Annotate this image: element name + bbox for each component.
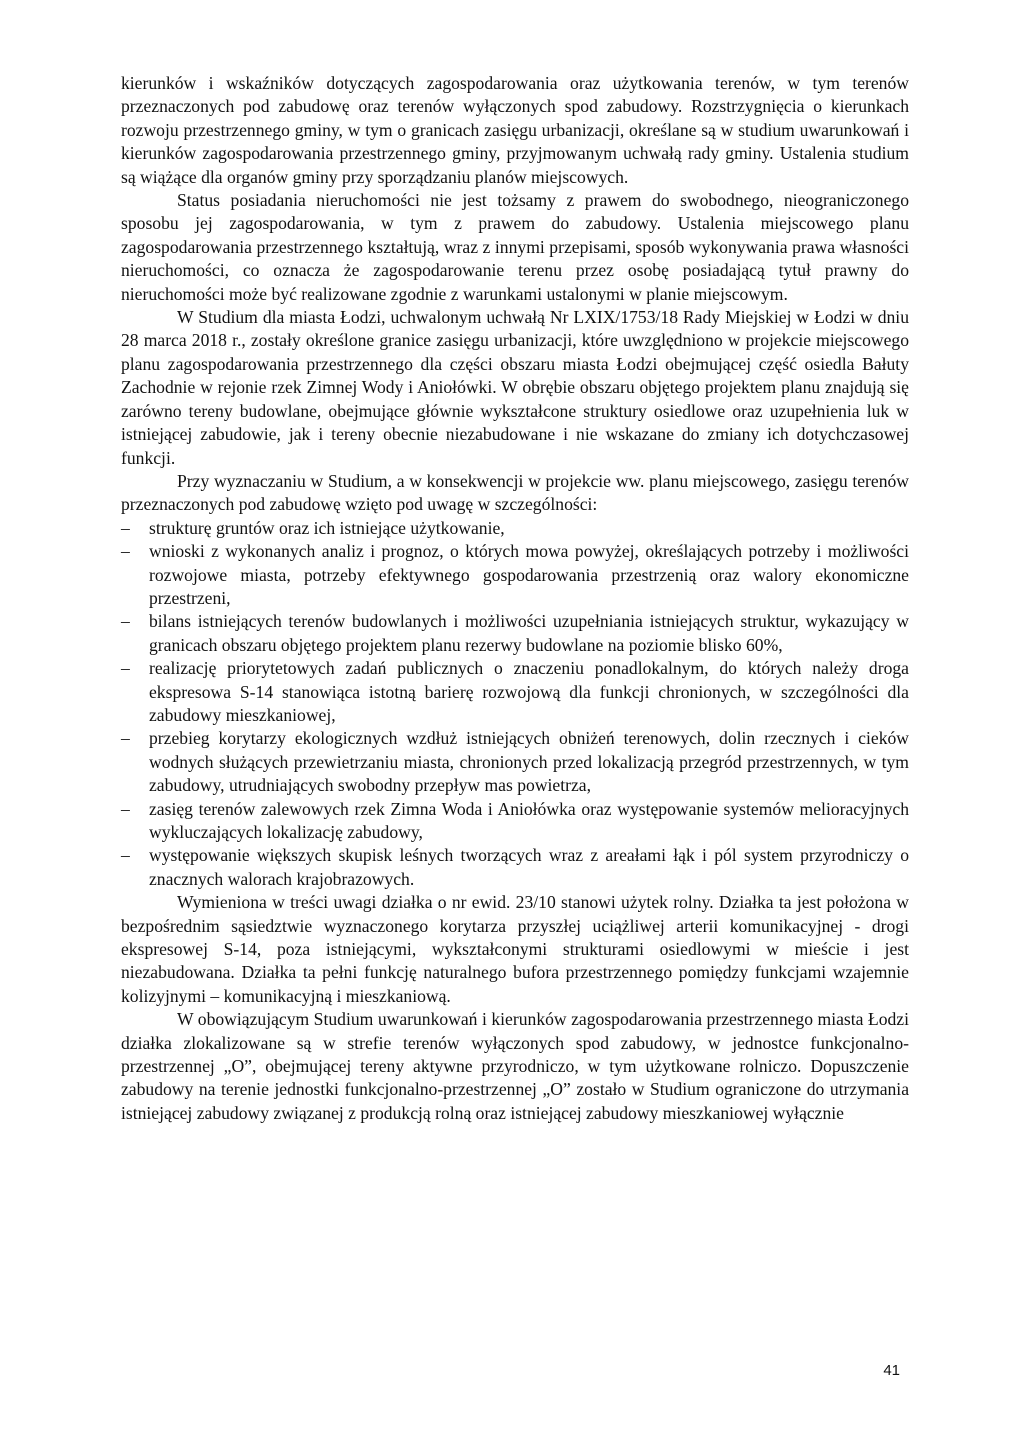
list-dash: – [121,728,130,749]
list-item-text: strukturę gruntów oraz ich istniejące użytkowanie, [149,517,505,538]
list-item-text: wnioski z wykonanych analiz i prognoz, o których mowa powyżej, określających potrzeby i możliwości rozwojowe miasta, potrzeby efektywnego gospodarowania przestrzenią oraz walory ekonomiczne przestrzeni, [149,541,909,608]
paragraph-studium-zone: W obowiązującym Studium uwarunkowań i kierunków zagospodarowania przestrzennego miasta Łodzi działka zlokalizowane są w strefie terenów wyłączonych spod zabudowy, w jednostce funkcjonalno-przestrzennej „O”, obejmującej tereny aktywne przyrodniczo, w tym użytkowane rolniczo. Dopuszczenie zabudowy na terenie jednostki funkcjonalno-przestrzennej „O” zostało w Studium ograniczone do utrzymania istniejącej zabudowy związanej z produkcją rolną oraz istniejącej zabudowy mieszkaniowej wyłącznie [121,1009,909,1123]
list-item [121,657,909,727]
paragraph-continuation: kierunków i wskaźników dotyczących zagospodarowania oraz użytkowania terenów, w tym terenów przeznaczonych pod zabudowę oraz terenów wyłączonych spod zabudowy. Rozstrzygnięcia o kierunkach rozwoju przestrzennego gminy, w tym o granicach zasięgu urbanizacji, określane są w studium uwarunkowań i kierunków zagospodarowania przestrzennego gminy, przyjmowanym uchwałą rady gminy. Ustalenia studium są wiążące dla organów gminy przy sporządzaniu planów miejscowych. [121,73,909,187]
list-dash: – [121,611,130,632]
list-item-text: występowanie większych skupisk leśnych tworzących wraz z areałami łąk i pól system przyrodniczy o znacznych walorach krajobrazowych. [149,845,909,889]
list-item [121,727,909,797]
list-dash: – [121,798,130,819]
list-item-text: zasięg terenów zalewowych rzek Zimna Woda i Aniołówka oraz występowanie systemów melioracyjnych wykluczających lokalizację zabudowy, [149,798,909,842]
paragraph-studium-lodz: W Studium dla miasta Łodzi, uchwalonym uchwałą Nr LXIX/1753/18 Rady Miejskiej w Łodzi w dniu 28 marca 2018 r., zostały określone granice zasięgu urbanizacji, które uwzględniono w projekcie miejscowego planu zagospodarowania przestrzennego dla części obszaru miasta Łodzi obejmującej część osiedla Bałuty Zachodnie w rejonie rzek Zimnej Wody i Aniołówki. W obrębie obszaru objętego projektem planu znajdują się zarówno tereny budowlane, obejmujące głównie wykształcone struktury osiedlowe oraz uzupełnienia luk w istniejącej zabudowie, jak i tereny obecnie niezabudowane i nie wskazane do zmiany ich dotychczasowej funkcji. [121,307,909,468]
list-item [121,798,909,845]
list-item-text: realizację priorytetowych zadań publicznych o znaczeniu ponadlokalnym, do których należy droga ekspresowa S-14 stanowiąca istotną barierę rozwojową dla funkcji chronionych, w szczególności dla zabudowy mieszkaniowej, [149,658,909,725]
list-item [121,540,909,610]
list-item-text: przebieg korytarzy ekologicznych wzdłuż istniejących obniżeń terenowych, dolin rzecznych i cieków wodnych służących przewietrzaniu miasta, chronionych przed lokalizacją przegród przestrzennych, w tym zabudowy, utrudniających swobodny przepływ mas powietrza, [149,728,909,796]
paragraph-property-status: Status posiadania nieruchomości nie jest tożsamy z prawem do swobodnego, nieograniczonego sposobu jej zagospodarowania, w tym z prawem do zabudowy. Ustalenia miejscowego planu zagospodarowania przestrzennego kształtują, wraz z innymi przepisami, sposób wykonywania prawa własności nieruchomości, co oznacza że zagospodarowanie terenu przez osobę posiadającą tytuł prawny do nieruchomości może być realizowane zgodnie z warunkami ustalonymi w planie miejscowym. [121,190,909,304]
paragraph-parcel-description: Wymieniona w treści uwagi działka o nr ewid. 23/10 stanowi użytek rolny. Działka ta jest położona w bezpośrednim sąsiedztwie wyznaczonego korytarza przyszłej uciążliwej arterii komunikacyjnej - drogi ekspresowej S-14, poza istniejącymi, wykształconymi strukturami osiedlowymi w mieście i jest niezabudowana. Działka ta pełni funkcję naturalnego bufora przestrzennego pomiędzy funkcjami wzajemnie kolizyjnymi – komunikacyjną i mieszkaniową. [121,892,909,1006]
list-dash: – [121,541,130,562]
list-item [121,844,909,891]
page-body [121,72,909,1125]
list-item-text: bilans istniejących terenów budowlanych i możliwości uzupełniania istniejących struktur, wykazujący w granicach obszaru objętego projektem planu rezerwy budowlane na poziomie blisko 60%, [149,611,909,655]
list-dash: – [121,517,130,538]
page-number: 41 [883,1362,900,1379]
list-dash: – [121,845,130,866]
criteria-list [121,517,909,892]
list-item [121,610,909,657]
list-item [121,517,909,540]
paragraph-criteria-intro: Przy wyznaczaniu w Studium, a w konsekwencji w projekcie ww. planu miejscowego, zasięgu terenów przeznaczonych pod zabudowę wzięto pod uwagę w szczególności: [121,470,909,515]
list-dash: – [121,658,130,679]
